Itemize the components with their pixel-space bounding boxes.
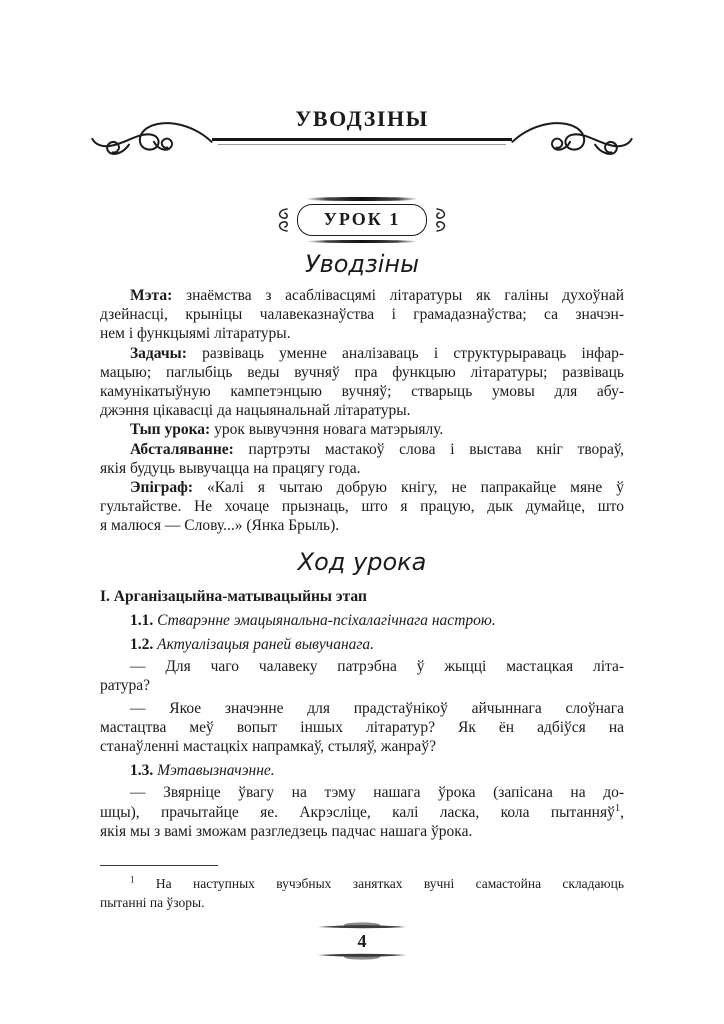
lesson-badge-label: УРОК 1 (323, 209, 401, 229)
text-line: Задачы: развіваць уменне аналізаваць і структурыраваць інфар- (130, 344, 624, 362)
item-1-3 (100, 761, 624, 780)
paragraph-epigraph (100, 478, 624, 536)
item-1-2 (100, 635, 624, 654)
text-line: якія мы з вамі зможам разгледзець падчас нашага ўрока. (100, 822, 473, 840)
paragraph-label: Эпіграф: (130, 479, 194, 497)
text-line: мацыю; паглыбіць веды вучняў пра функцыю літаратуры; развіваць (100, 363, 624, 381)
paragraph-meta (100, 286, 624, 344)
item-text: Мэтавызначэнне. (157, 762, 275, 780)
chapter-header (100, 104, 624, 164)
text-line: Эпіграф: «Калі я чытаю добрую кнігу, не папракайце мяне ў (130, 479, 624, 497)
text-line: станаўленні мастацкіх напрамкаў, стыляў, жанраў? (100, 738, 436, 756)
paragraph-label: Абсталяванне: (130, 440, 234, 458)
footnote-reference: 1 (614, 802, 621, 814)
page-number-ornament-top-icon (314, 921, 410, 930)
footnote-marker: 1 (130, 874, 135, 885)
badge-ornament-left-icon (275, 207, 290, 233)
item-number: 1.1. (130, 611, 154, 629)
text-line: я малюся — Слову...» (Янка Брыль). (100, 517, 340, 535)
text-line: $^1$ На наступных вучэбных занятках вучні самастойна складаюць (130, 874, 625, 892)
item-1-1 (100, 611, 624, 630)
text-line: шцы), прачытайце яе. Акрэсліце, калі ласка, кола пытанняў$^1$, (100, 802, 624, 821)
question-1 (100, 657, 624, 695)
text-line: — Для чаго чалавеку патрэбна ў жыцці мастацкая літа- (130, 658, 624, 676)
paragraph-label: Задачы: (130, 344, 187, 362)
item-number: 1.2. (130, 636, 154, 654)
text-line: — Якое значэнне для прадстаўнікоў айчыннага слоўнага (130, 699, 624, 717)
footnote (100, 875, 624, 912)
page-number: 4 (357, 931, 367, 952)
text-line: якія будуць вывучацца на працягу года. (100, 459, 361, 477)
text-line: джэння цікавасці да нацыянальнай літаратуры. (100, 402, 411, 420)
footnote-rule (100, 865, 218, 866)
header-rule-thin (218, 144, 506, 145)
text-line: Тып урока: урок вывучэння новага матэрыялу. (130, 421, 444, 439)
badge-ornament-right-icon (434, 207, 449, 233)
text-line: ратура? (100, 677, 151, 695)
paragraph-tasks (100, 344, 624, 421)
text-line: Мэта: знаёмства з асаблівасцямі літаратуры як галіны духоўнай (130, 287, 625, 304)
stage-heading: I. Арганізацыйна-матывацыйны этап (100, 587, 367, 605)
question-2 (100, 699, 624, 757)
paragraph-label: Мэта: (130, 287, 173, 304)
text-line: — Звярніце ўвагу на тэму нашага ўрока (запісана на до- (130, 784, 624, 802)
text-line: пытанні па ўзоры. (100, 894, 205, 910)
header-rule-thick (212, 138, 512, 141)
item-number: 1.3. (130, 762, 154, 780)
course-heading: Ход урока (297, 547, 427, 576)
lesson-badge-box (297, 204, 428, 236)
text-line: Абсталяванне: партрэты мастакоў слова і выстава кніг твораў, (130, 440, 625, 458)
page-number-ornament-bottom-icon (314, 952, 410, 961)
text-line: гультайстве. Не хочаце прызнаць, што я працую, дык думайце, што (100, 498, 624, 516)
paragraph-equipment (100, 440, 624, 478)
paragraph-lesson-type (100, 420, 624, 439)
text-line: камунікатыўную кампетэнцыю вучняў; стварыць умовы для абу- (100, 383, 624, 401)
lesson-title: Уводзіны (304, 250, 420, 278)
paragraph-label: Тып урока: (130, 421, 211, 439)
lesson-badge (100, 204, 624, 236)
page-footer (100, 921, 624, 961)
text-line: мастацтва меў вопыт іншых літаратур? Як ён адбіўся на (100, 718, 624, 736)
item-text: Актуалізацыя раней вывучанага. (157, 636, 375, 654)
footnote-block (100, 865, 624, 912)
text-line: нем і функцыямі літаратуры. (100, 325, 291, 343)
question-3 (100, 783, 624, 841)
item-text: Стварэнне эмацыянальна-псіхалагічнага настрою. (157, 611, 496, 629)
chapter-title: УВОДЗІНЫ (295, 106, 429, 131)
lesson-body (100, 286, 624, 912)
text-line: дзейнасці, крыніцы чалавеказнаўства і грамадазнаўства; са значэн- (100, 306, 624, 324)
